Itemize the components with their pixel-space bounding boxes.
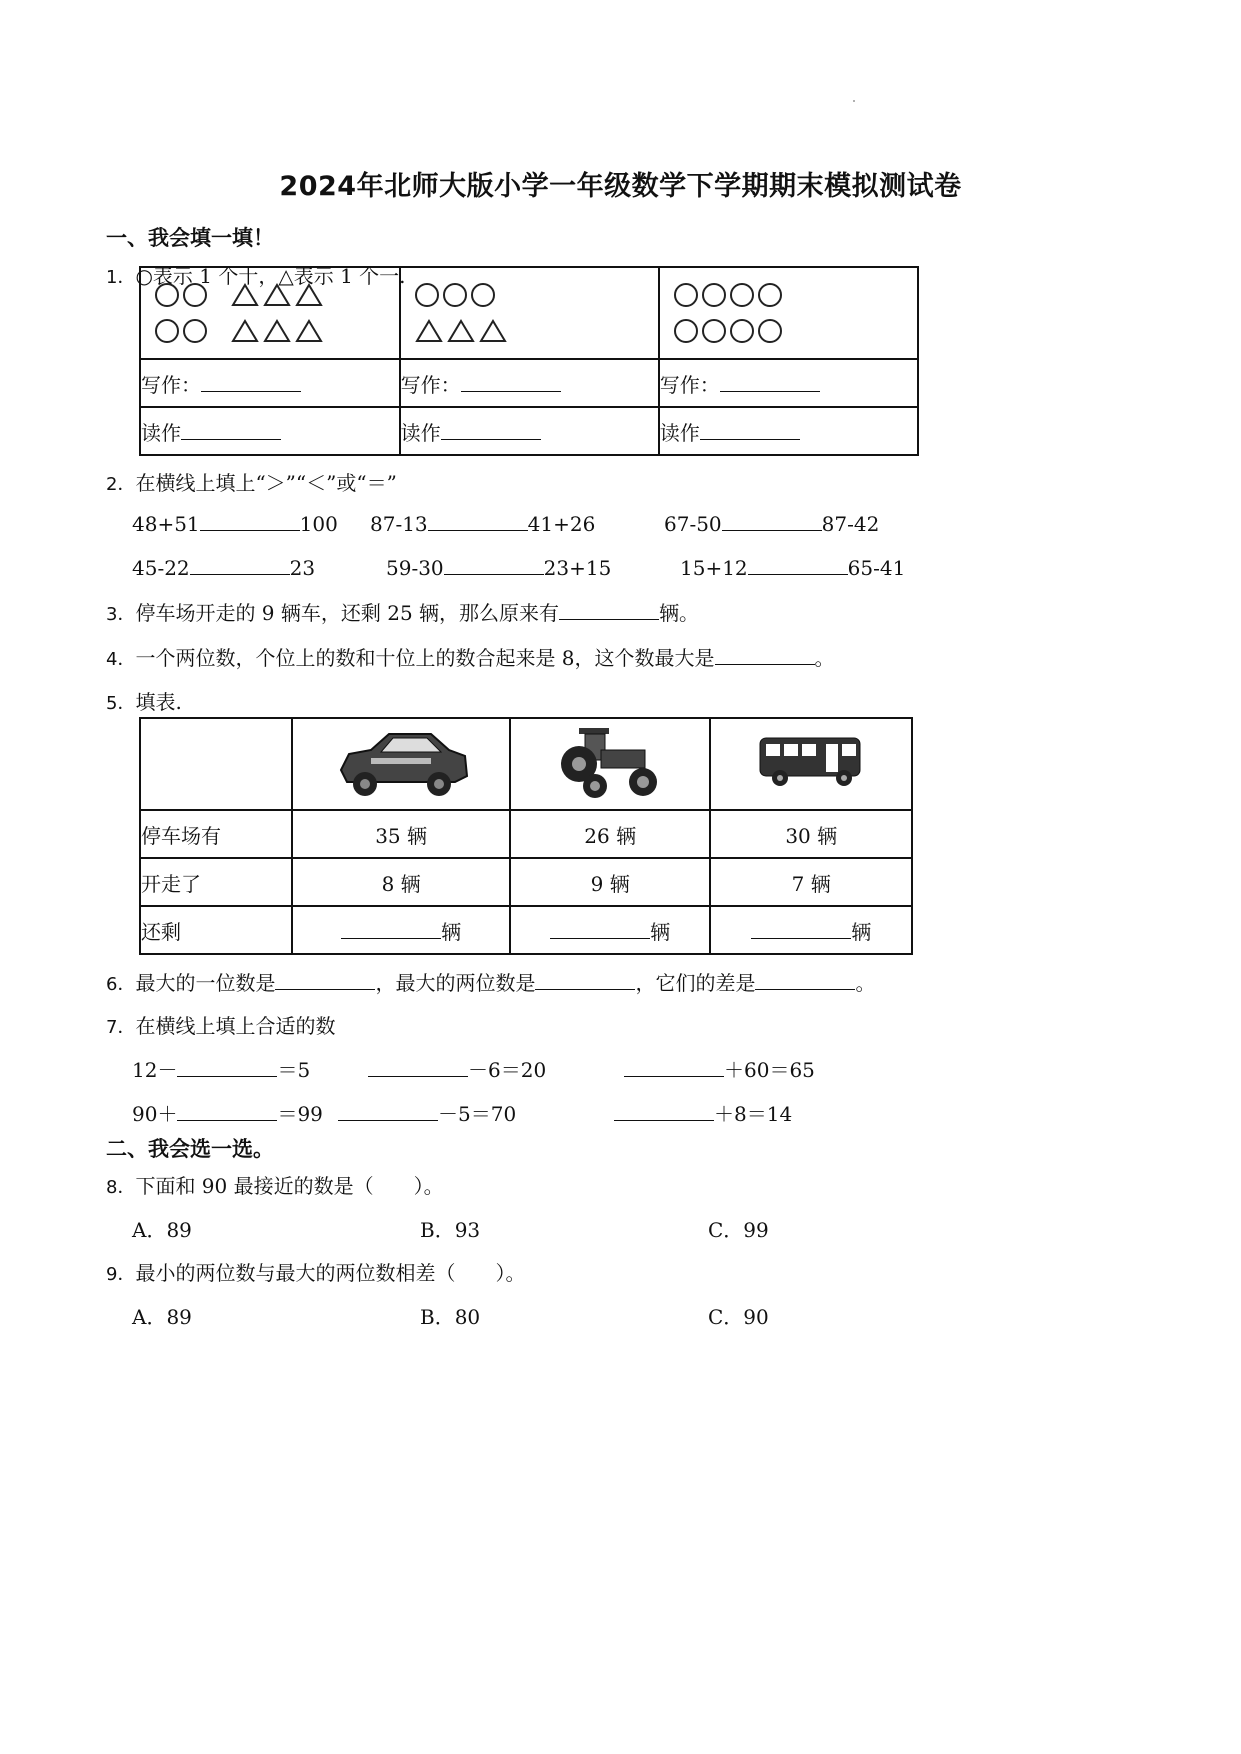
q2-item-2[interactable]: 87-13 41+26 [370,512,596,536]
q2-item-5[interactable]: 59-30 23+15 [386,556,612,580]
answer-blank[interactable] [550,919,650,939]
q1-write-3[interactable]: 写作： [659,359,918,407]
triangle-one-icon [231,283,259,307]
answer-blank[interactable] [368,1057,468,1077]
page-title: 2024年北师大版小学一年级数学下学期期末模拟测试卷 [279,171,962,202]
question-number: 1． [106,267,136,288]
q7-item-2[interactable]: －6＝20 [368,1054,546,1083]
question-8: 8．下面和 90 最接近的数是（ ）。 [106,1174,444,1198]
shape-row [415,281,658,309]
answer-blank[interactable] [535,970,635,990]
circle-ten-icon [674,319,698,343]
question-2 [106,467,397,496]
answer-blank[interactable] [461,372,561,392]
q1-write-1[interactable]: 写作： [140,359,400,407]
circle-ten-icon [730,319,754,343]
q7-item-5[interactable]: －5＝70 [338,1098,516,1127]
q9-option-c[interactable]: C．90 [708,1305,769,1329]
circle-ten-icon [758,319,782,343]
answer-blank[interactable] [441,420,541,440]
answer-blank[interactable] [341,919,441,939]
triangle-one-icon [231,319,259,343]
triangle-one-icon [479,319,507,343]
answer-blank[interactable] [200,511,300,531]
circle-ten-icon [702,319,726,343]
answer-blank[interactable] [201,372,301,392]
answer-blank[interactable] [722,511,822,531]
circle-ten-icon [674,283,698,307]
question-number: 2． [106,474,136,495]
q8-option-b[interactable]: B．93 [420,1218,481,1242]
q8-option-c[interactable]: C．99 [708,1218,769,1242]
answer-blank[interactable] [338,1101,438,1121]
answer-blank[interactable] [181,420,281,440]
q1-read-2[interactable]: 读作 [400,407,659,455]
triangle-one-icon [295,283,323,307]
circle-ten-icon [155,283,179,307]
bus-icon [756,732,866,792]
value-cell: 8 辆 [292,858,510,906]
triangle-one-icon [415,319,443,343]
circle-ten-icon [443,283,467,307]
q1-table [139,266,919,456]
answer-cell[interactable]: 辆 [710,906,912,954]
q7-item-1[interactable]: 12－ ＝5 [132,1058,311,1082]
triangle-one-icon [263,319,291,343]
shape-row [155,281,399,309]
circle-ten-icon [183,319,207,343]
car-icon [331,724,471,800]
answer-blank[interactable] [720,372,820,392]
row-label: 停车场有 [140,810,292,858]
value-cell: 30 辆 [710,810,912,858]
circle-ten-icon [758,283,782,307]
shape-row [674,317,917,345]
question-6: 6．最大的一位数是 ，最大的两位数是 ，它们的差是 。 [106,971,876,995]
answer-blank[interactable] [275,970,375,990]
answer-blank[interactable] [177,1101,277,1121]
q1-cell-3 [659,267,918,359]
value-cell: 26 辆 [510,810,711,858]
circle-ten-icon [183,283,207,307]
shape-row [415,317,658,345]
section-1-heading: 一、我会填一填！ [106,226,274,250]
q5-header-empty [140,718,292,810]
q1-cell-1 [140,267,400,359]
tractor-image [510,718,711,810]
bus-image [710,718,912,810]
question-5: 5．填表. [106,690,182,714]
answer-blank[interactable] [755,970,855,990]
q9-option-a[interactable]: A．89 [132,1305,192,1329]
question-text: ○表示 1 个十，△表示 1 个一. [135,264,406,288]
value-cell: 35 辆 [292,810,510,858]
q2-item-6[interactable]: 15+12 65-41 [680,556,906,580]
answer-blank[interactable] [751,919,851,939]
question-7: 7．在横线上填上合适的数 [106,1014,336,1038]
circle-ten-icon [730,283,754,307]
q9-option-b[interactable]: B．80 [420,1305,481,1329]
q1-cell-2 [400,267,659,359]
circle-ten-icon [415,283,439,307]
tractor-icon [555,722,665,802]
answer-cell[interactable]: 辆 [510,906,711,954]
q1-write-2[interactable]: 写作： [400,359,659,407]
stray-dot [853,100,855,102]
q7-item-4[interactable]: 90＋ ＝99 [132,1102,323,1126]
section-2-heading: 二、我会选一选。 [106,1137,274,1161]
answer-blank[interactable] [614,1101,714,1121]
q8-option-a[interactable]: A．89 [132,1218,192,1242]
shape-row [155,317,399,345]
answer-blank[interactable] [444,555,544,575]
answer-blank[interactable] [177,1057,277,1077]
value-cell: 7 辆 [710,858,912,906]
q2-item-4[interactable]: 45-22 23 [132,556,316,580]
answer-blank[interactable] [190,555,290,575]
answer-cell[interactable]: 辆 [292,906,510,954]
q5-table [139,717,913,955]
q7-item-3[interactable]: ＋60＝65 [624,1054,815,1083]
q2-item-3[interactable]: 67-50 87-42 [664,512,880,536]
shape-row [674,281,917,309]
value-cell: 9 辆 [510,858,711,906]
answer-blank[interactable] [624,1057,724,1077]
question-9: 9．最小的两位数与最大的两位数相差（ ）。 [106,1261,526,1285]
answer-blank[interactable] [428,511,528,531]
triangle-one-icon [447,319,475,343]
triangle-one-icon [263,283,291,307]
circle-ten-icon [471,283,495,307]
circle-ten-icon [155,319,179,343]
q1-read-3[interactable]: 读作 [659,407,918,455]
question-text: 在横线上填上“＞”“＜”或“＝” [135,471,397,495]
row-label: 还剩 [140,906,292,954]
question-3: 3．停车场开走的 9 辆车，还剩 25 辆，那么原来有 辆。 [106,601,700,625]
circle-ten-icon [702,283,726,307]
q7-item-6[interactable]: ＋8＝14 [614,1098,792,1127]
car-image [292,718,510,810]
triangle-one-icon [295,319,323,343]
answer-blank[interactable] [748,555,848,575]
q2-item-1[interactable]: 48+51 100 [132,512,338,536]
answer-blank[interactable] [700,420,800,440]
row-label: 开走了 [140,858,292,906]
q1-read-1[interactable]: 读作 [140,407,400,455]
answer-blank[interactable] [559,600,659,620]
answer-blank[interactable] [715,645,815,665]
question-4: 4．一个两位数，个位上的数和十位上的数合起来是 8，这个数最大是 。 [106,646,835,670]
